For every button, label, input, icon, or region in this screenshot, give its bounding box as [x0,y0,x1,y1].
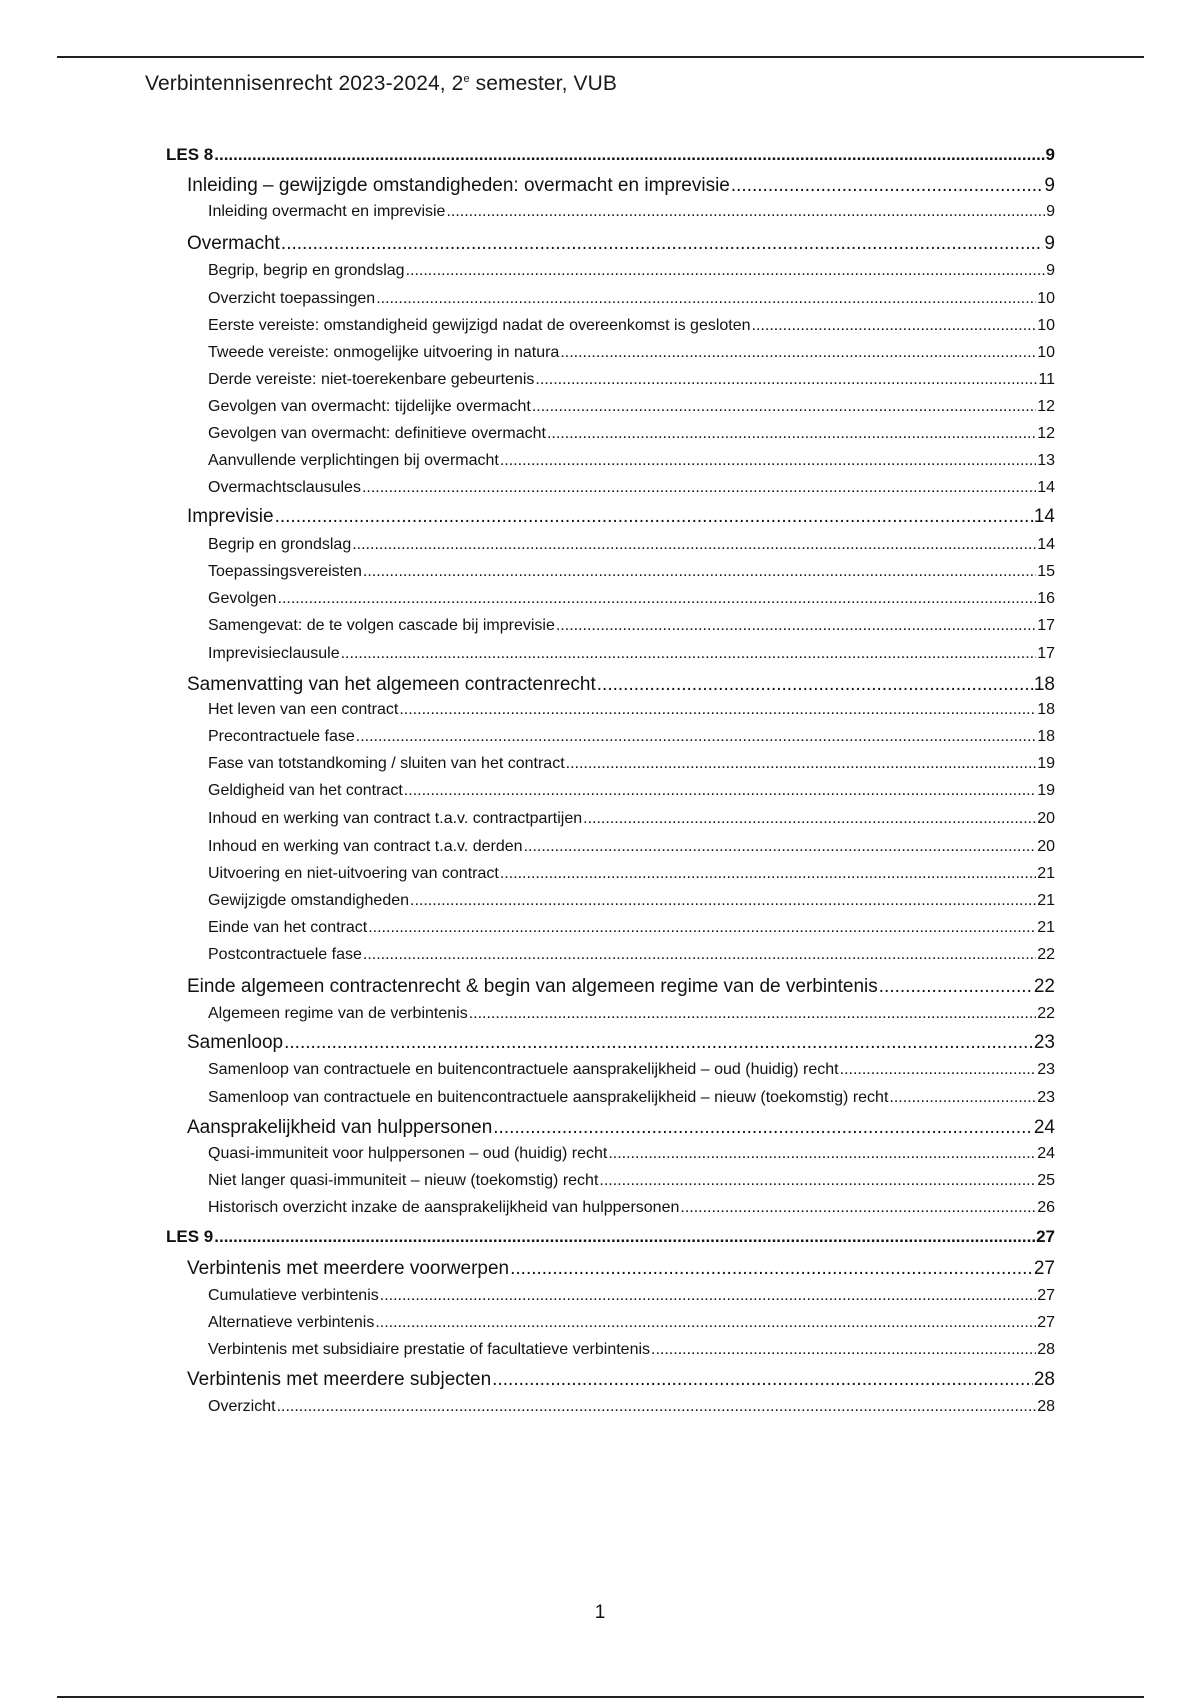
toc-entry[interactable] [208,617,1055,635]
header-superscript: e [463,73,470,85]
toc-entry-page: 18 [1037,728,1055,745]
toc-leader-dots [879,976,1033,998]
toc-leader-dots [510,1258,1033,1280]
toc-entry-page: 17 [1037,645,1055,662]
toc-entry-title: Gewijzigde omstandigheden [208,892,410,909]
toc-entry[interactable] [208,590,1055,608]
toc-entry-title: Precontractuele fase [208,728,355,745]
toc-entry[interactable] [208,1314,1055,1332]
toc-entry-title: Verbintenis met meerdere subjecten [187,1369,492,1390]
page-number: 1 [594,1602,606,1623]
toc-entry-page: 12 [1037,398,1055,415]
toc-entry-title: Het leven van een contract [208,701,399,718]
toc-entry-title: Gevolgen [208,590,277,607]
toc-entry-page: 18 [1037,701,1055,718]
toc-entry-title: Samenloop van contractuele en buitencontractuele aansprakelijkheid – oud (huidig) recht [208,1061,839,1078]
toc-leader-dots [362,479,1036,497]
toc-entry[interactable] [208,262,1055,280]
toc-entry-title: Uitvoering en niet-uitvoering van contract [208,865,499,882]
toc-entry-page: 9 [1045,145,1055,164]
toc-entry-page: 14 [1037,479,1055,496]
toc-entry-page: 27 [1033,1258,1055,1279]
toc-entry[interactable] [187,506,1055,528]
toc-entry-title: Overzicht [208,1398,276,1415]
toc-entry-page: 19 [1037,755,1055,772]
toc-entry[interactable] [208,810,1055,828]
toc-entry-title: Aanvullende verplichtingen bij overmacht [208,452,499,469]
toc-entry[interactable] [187,175,1055,197]
toc-leader-dots [651,1341,1036,1359]
toc-leader-dots [597,674,1033,696]
toc-leader-dots [535,371,1037,389]
toc-entry-page: 28 [1033,1369,1055,1390]
toc-entry-title: Inhoud en werking van contract t.a.v. contractpartijen [208,810,583,827]
toc-entry[interactable] [208,563,1055,581]
toc-leader-dots [406,262,1046,280]
toc-leader-dots [368,919,1036,937]
toc-entry-page: 10 [1037,344,1055,361]
toc-entry[interactable] [187,233,1055,255]
header-title: Verbintennisenrecht 2023-2024, 2 [145,72,464,95]
toc-leader-dots [599,1172,1036,1190]
toc-entry-title: Niet langer quasi-immuniteit – nieuw (toekomstig) recht [208,1172,599,1189]
toc-entry[interactable] [208,1172,1055,1190]
toc-entry[interactable] [166,1227,1055,1247]
toc-leader-dots [752,317,1037,335]
toc-leader-dots [469,1005,1037,1023]
toc-entry-title: Derde vereiste: niet-toerekenbare gebeurtenis [208,371,535,388]
toc-entry-page: 27 [1037,1287,1055,1304]
toc-entry-title: Toepassingsvereisten [208,563,362,580]
toc-entry-page: 9 [1044,175,1055,196]
toc-entry-page: 20 [1037,838,1055,855]
toc-leader-dots [524,838,1037,856]
toc-entry-title: Overzicht toepassingen [208,290,376,307]
toc-leader-dots [731,175,1044,197]
toc-entry-page: 16 [1037,590,1055,607]
toc-entry-page: 18 [1033,674,1055,695]
toc-entry[interactable] [208,290,1055,308]
toc-leader-dots [341,645,1037,663]
toc-entry-page: 25 [1037,1172,1055,1189]
toc-entry[interactable] [208,645,1055,663]
toc-leader-dots [278,590,1037,608]
toc-entry-title: Begrip en grondslag [208,536,352,553]
toc-entry[interactable] [208,1089,1055,1107]
toc-entry-page: 10 [1037,317,1055,334]
header-rule [57,56,1144,58]
toc-entry-page: 12 [1037,425,1055,442]
toc-entry[interactable] [208,1005,1055,1023]
toc-entry[interactable] [208,1341,1055,1359]
toc-leader-dots [889,1089,1036,1107]
toc-entry[interactable] [187,1369,1055,1391]
toc-entry-page: 28 [1037,1398,1055,1415]
toc-leader-dots [275,506,1033,528]
toc-entry-title: Samenloop [187,1032,284,1053]
toc-entry-page: 9 [1046,203,1055,220]
toc-entry-page: 20 [1037,810,1055,827]
toc-entry[interactable] [208,425,1055,443]
toc-entry[interactable] [208,946,1055,964]
toc-entry-title: Inleiding – gewijzigde omstandigheden: overmacht en imprevisie [187,175,730,196]
toc-leader-dots [547,425,1036,443]
toc-leader-dots [410,892,1036,910]
toc-entry[interactable] [208,838,1055,856]
toc-leader-dots [352,536,1036,554]
toc-entry[interactable] [187,1032,1055,1054]
toc-entry-title: Samenvatting van het algemeen contractenrecht [187,674,596,695]
toc-leader-dots [500,452,1036,470]
toc-leader-dots [446,203,1045,221]
toc-entry-title: Einde van het contract [208,919,368,936]
toc-entry-page: 28 [1037,1341,1055,1358]
toc-entry-page: 23 [1037,1089,1055,1106]
toc-entry-title: Geldigheid van het contract [208,782,403,799]
toc-entry[interactable] [208,782,1055,800]
toc-entry[interactable] [208,317,1055,335]
toc-entry[interactable] [208,919,1055,937]
toc-entry-title: Inhoud en werking van contract t.a.v. derden [208,838,523,855]
toc-entry[interactable] [208,1199,1055,1217]
toc-entry-title: Aansprakelijkheid van hulppersonen [187,1117,493,1138]
toc-entry[interactable] [166,145,1055,165]
toc-entry-title: Einde algemeen contractenrecht & begin van algemeen regime van de verbintenis [187,976,878,997]
toc-entry-page: 23 [1033,1032,1055,1053]
toc-leader-dots [500,865,1036,883]
toc-entry-title: Imprevisie [187,506,274,527]
toc-leader-dots [560,344,1036,362]
toc-entry-page: 26 [1037,1199,1055,1216]
toc-leader-dots [532,398,1036,416]
toc-entry-title: Algemeen regime van de verbintenis [208,1005,468,1022]
toc-entry-page: 23 [1037,1061,1055,1078]
toc-entry-page: 14 [1033,506,1055,527]
toc-leader-dots [281,233,1044,255]
toc-entry-title: Samengevat: de te volgen cascade bij imprevisie [208,617,555,634]
toc-leader-dots [214,145,1044,165]
toc-entry-title: Verbintenis met subsidiaire prestatie of facultatieve verbintenis [208,1341,651,1358]
toc-entry[interactable] [208,203,1055,221]
toc-entry[interactable] [208,536,1055,554]
toc-entry-page: 19 [1037,782,1055,799]
toc-entry[interactable] [187,976,1055,998]
toc-entry[interactable] [187,674,1055,696]
toc-entry[interactable] [208,728,1055,746]
toc-entry-page: 21 [1037,892,1055,909]
toc-entry-page: 22 [1037,1005,1055,1022]
toc-entry-title: Tweede vereiste: onmogelijke uitvoering in natura [208,344,560,361]
toc-leader-dots [493,1117,1033,1139]
toc-leader-dots [363,563,1036,581]
toc-entry-title: Gevolgen van overmacht: tijdelijke overmacht [208,398,531,415]
toc-entry[interactable] [187,1258,1055,1280]
footer-rule [57,1696,1144,1698]
toc-leader-dots [404,782,1036,800]
toc-entry-page: 21 [1037,919,1055,936]
toc-entry-title: Gevolgen van overmacht: definitieve overmacht [208,425,546,442]
toc-entry-page: 10 [1037,290,1055,307]
toc-entry-title: Fase van totstandkoming / sluiten van het contract [208,755,565,772]
toc-entry-title: Imprevisieclausule [208,645,340,662]
toc-entry-page: 14 [1037,536,1055,553]
toc-leader-dots [583,810,1036,828]
toc-leader-dots [680,1199,1036,1217]
toc-entry-page: 24 [1037,1145,1055,1162]
toc-leader-dots [566,755,1037,773]
toc-entry[interactable] [208,865,1055,883]
toc-entry-page: 27 [1037,1314,1055,1331]
toc-leader-dots [363,946,1036,964]
toc-entry[interactable] [208,398,1055,416]
toc-leader-dots [608,1145,1036,1163]
toc-entry-page: 11 [1038,371,1055,388]
toc-entry-title: Postcontractuele fase [208,946,362,963]
toc-entry-page: 24 [1033,1117,1055,1138]
toc-leader-dots [356,728,1036,746]
toc-entry[interactable] [208,755,1055,773]
page-header [145,72,617,96]
toc-entry-title: LES 9 [166,1227,214,1246]
toc-entry-title: Quasi-immuniteit voor hulppersonen – oud (huidig) recht [208,1145,608,1162]
toc-entry-title: Begrip, begrip en grondslag [208,262,405,279]
toc-entry[interactable] [208,344,1055,362]
toc-entry-page: 21 [1037,865,1055,882]
toc-entry-title: Eerste vereiste: omstandigheid gewijzigd nadat de overeenkomst is gesloten [208,317,751,334]
toc-entry-page: 9 [1044,233,1055,254]
toc-entry-page: 22 [1037,946,1055,963]
toc-entry[interactable] [208,701,1055,719]
toc-entry[interactable] [187,1117,1055,1139]
toc-entry-page: 22 [1033,976,1055,997]
toc-entry-page: 13 [1037,452,1055,469]
toc-entry-title: Cumulatieve verbintenis [208,1287,379,1304]
toc-entry[interactable] [208,1398,1055,1416]
toc-entry[interactable] [208,1145,1055,1163]
toc-leader-dots [375,1314,1036,1332]
toc-entry-page: 17 [1037,617,1055,634]
toc-leader-dots [840,1061,1037,1079]
toc-entry[interactable] [208,1287,1055,1305]
toc-entry-page: 15 [1037,563,1055,580]
toc-leader-dots [399,701,1036,719]
toc-leader-dots [284,1032,1033,1054]
toc-entry[interactable] [208,479,1055,497]
toc-entry-title: Verbintenis met meerdere voorwerpen [187,1258,510,1279]
toc-leader-dots [277,1398,1037,1416]
toc-leader-dots [556,617,1036,635]
toc-entry-title: Overmachtsclausules [208,479,361,496]
toc-leader-dots [214,1227,1035,1247]
toc-entry-title: Samenloop van contractuele en buitencontractuele aansprakelijkheid – nieuw (toekomstig) recht [208,1089,889,1106]
toc-entry-title: Inleiding overmacht en imprevisie [208,203,446,220]
toc-leader-dots [376,290,1036,308]
toc-entry[interactable] [208,892,1055,910]
toc-entry-page: 27 [1036,1227,1055,1246]
toc-entry-title: Alternatieve verbintenis [208,1314,375,1331]
toc-entry-title: Historisch overzicht inzake de aansprakelijkheid van hulppersonen [208,1199,680,1216]
toc-entry[interactable] [208,1061,1055,1079]
toc-entry-title: LES 8 [166,145,214,164]
toc-entry-title: Overmacht [187,233,280,254]
toc-entry-page: 9 [1046,262,1055,279]
toc-entry[interactable] [208,371,1055,389]
toc-entry[interactable] [208,452,1055,470]
toc-leader-dots [380,1287,1036,1305]
header-title-suffix: semester, VUB [469,72,617,95]
toc-leader-dots [492,1369,1033,1391]
